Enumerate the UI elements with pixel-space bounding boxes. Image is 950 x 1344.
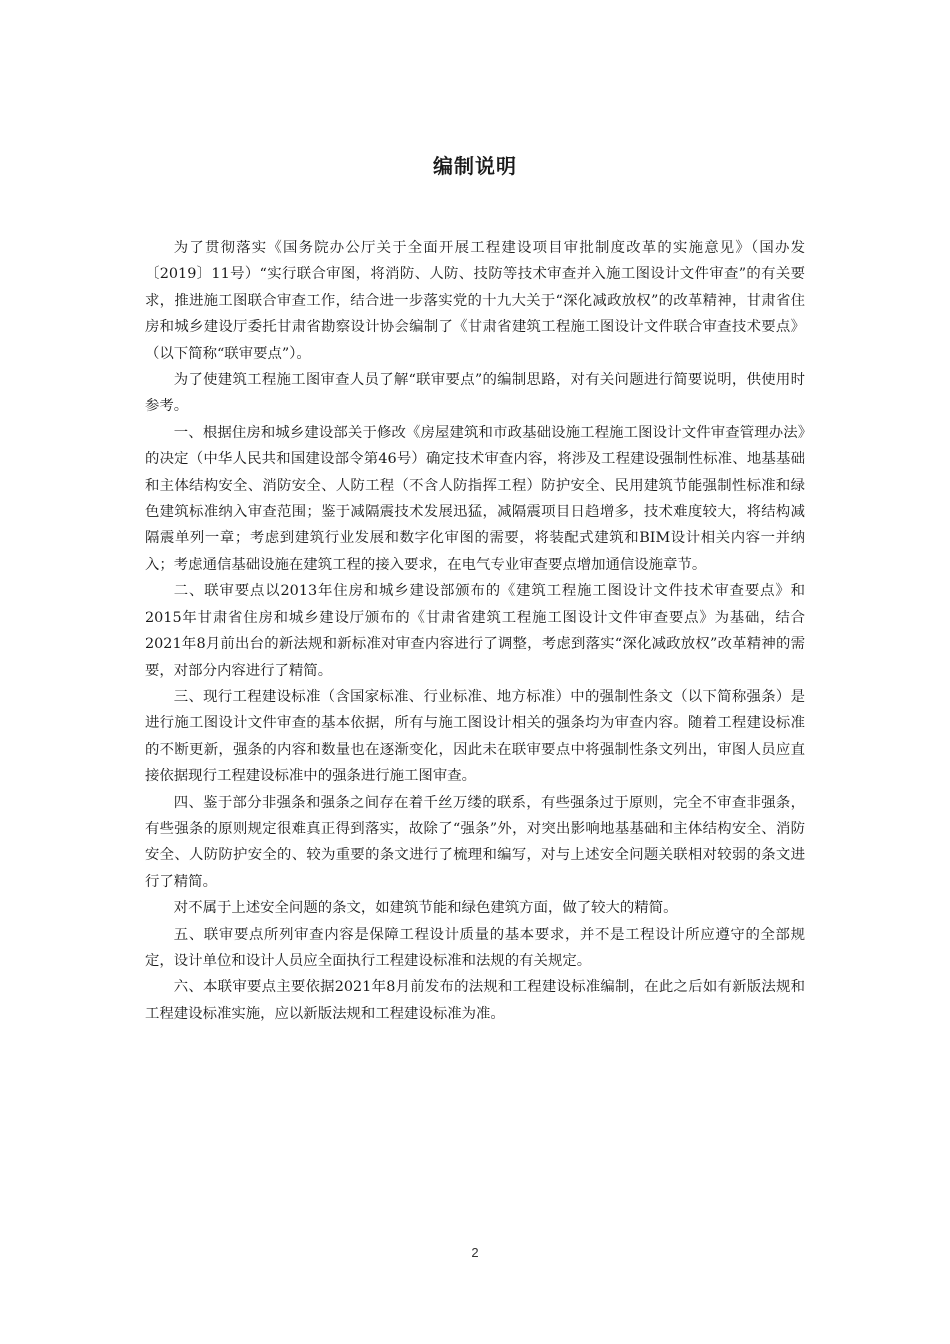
paragraph: 三、现行工程建设标准（含国家标准、行业标准、地方标准）中的强制性条文（以下简称强条）是进行施工图设计文件审查的基本依据，所有与施工图设计相关的强条均为审查内容。随着工程建设标准的不断更新，强条的内容和数量也在逐渐变化，因此未在联审要点中将强制性条文列出，审图人员应直接依据现行工程建设标准中的强条进行施工图审查。: [145, 688, 805, 785]
paragraph: 一、根据住房和城乡建设部关于修改《房屋建筑和市政基础设施工程施工图设计文件审查管理办法》的决定（中华人民共和国建设部令第46号）确定技术审查内容，将涉及工程建设强制性标准、地基基础和主体结构安全、消防安全、人防工程（不含人防指挥工程）防护安全、民用建筑节能强制性标准和绿色建筑标准纳入审查范围；鉴于减隔震技术发展迅猛，减隔震项目日趋增多，技术难度较大，将结构减隔震单列一章；考虑到建筑行业发展和数字化审图的需要，将装配式建筑和BIM设计相关内容一并纳入；考虑通信基础设施在建筑工程的接入要求，在电气专业审查要点增加通信设施章节。: [145, 424, 805, 573]
paragraph: 为了使建筑工程施工图审查人员了解“联审要点”的编制思路，对有关问题进行简要说明，供使用时参考。: [145, 372, 805, 415]
paragraph: 六、本联审要点主要依据2021年8月前发布的法规和工程建设标准编制，在此之后如有新版法规和工程建设标准实施，应以新版法规和工程建设标准为准。: [145, 979, 805, 1022]
document-body: [145, 235, 805, 1027]
paragraph: 四、鉴于部分非强条和强条之间存在着千丝万缕的联系，有些强条过于原则，完全不审查非强条，有些强条的原则规定很难真正得到落实，故除了“强条”外，对突出影响地基基础和主体结构安全、消防安全、人防防护安全的、较为重要的条文进行了梳理和编写，对与上述安全问题关联相对较弱的条文进行了精简。: [145, 794, 805, 890]
page-title: 编制说明: [433, 154, 517, 178]
page-number: 2: [471, 1245, 479, 1260]
paragraph: 五、联审要点所列审查内容是保障工程设计质量的基本要求，并不是工程设计所应遵守的全部规定，设计单位和设计人员应全面执行工程建设标准和法规的有关规定。: [145, 926, 805, 969]
paragraph: 二、联审要点以2013年住房和城乡建设部颁布的《建筑工程施工图设计文件技术审查要点》和2015年甘肃省住房和城乡建设厅颁布的《甘肃省建筑工程施工图设计文件审查要点》为基础，结合2021年8月前出台的新法规和新标准对审查内容进行了调整，考虑到落实“深化减政放权”改革精神的需要，对部分内容进行了精简。: [145, 583, 805, 679]
paragraph: 对不属于上述安全问题的条文，如建筑节能和绿色建筑方面，做了较大的精简。: [173, 900, 678, 917]
paragraph: 为了贯彻落实《国务院办公厅关于全面开展工程建设项目审批制度改革的实施意见》（国办发〔2019〕11号）“实行联合审图，将消防、人防、技防等技术审查并入施工图设计文件审查”的有关要求，推进施工图联合审查工作，结合进一步落实党的十九大关于“深化减政放权”的改革精神，甘肃省住房和城乡建设厅委托甘肃省勘察设计协会编制了《甘肃省建筑工程施工图设计文件联合审查技术要点》（以下简称“联审要点”）。: [145, 240, 805, 362]
